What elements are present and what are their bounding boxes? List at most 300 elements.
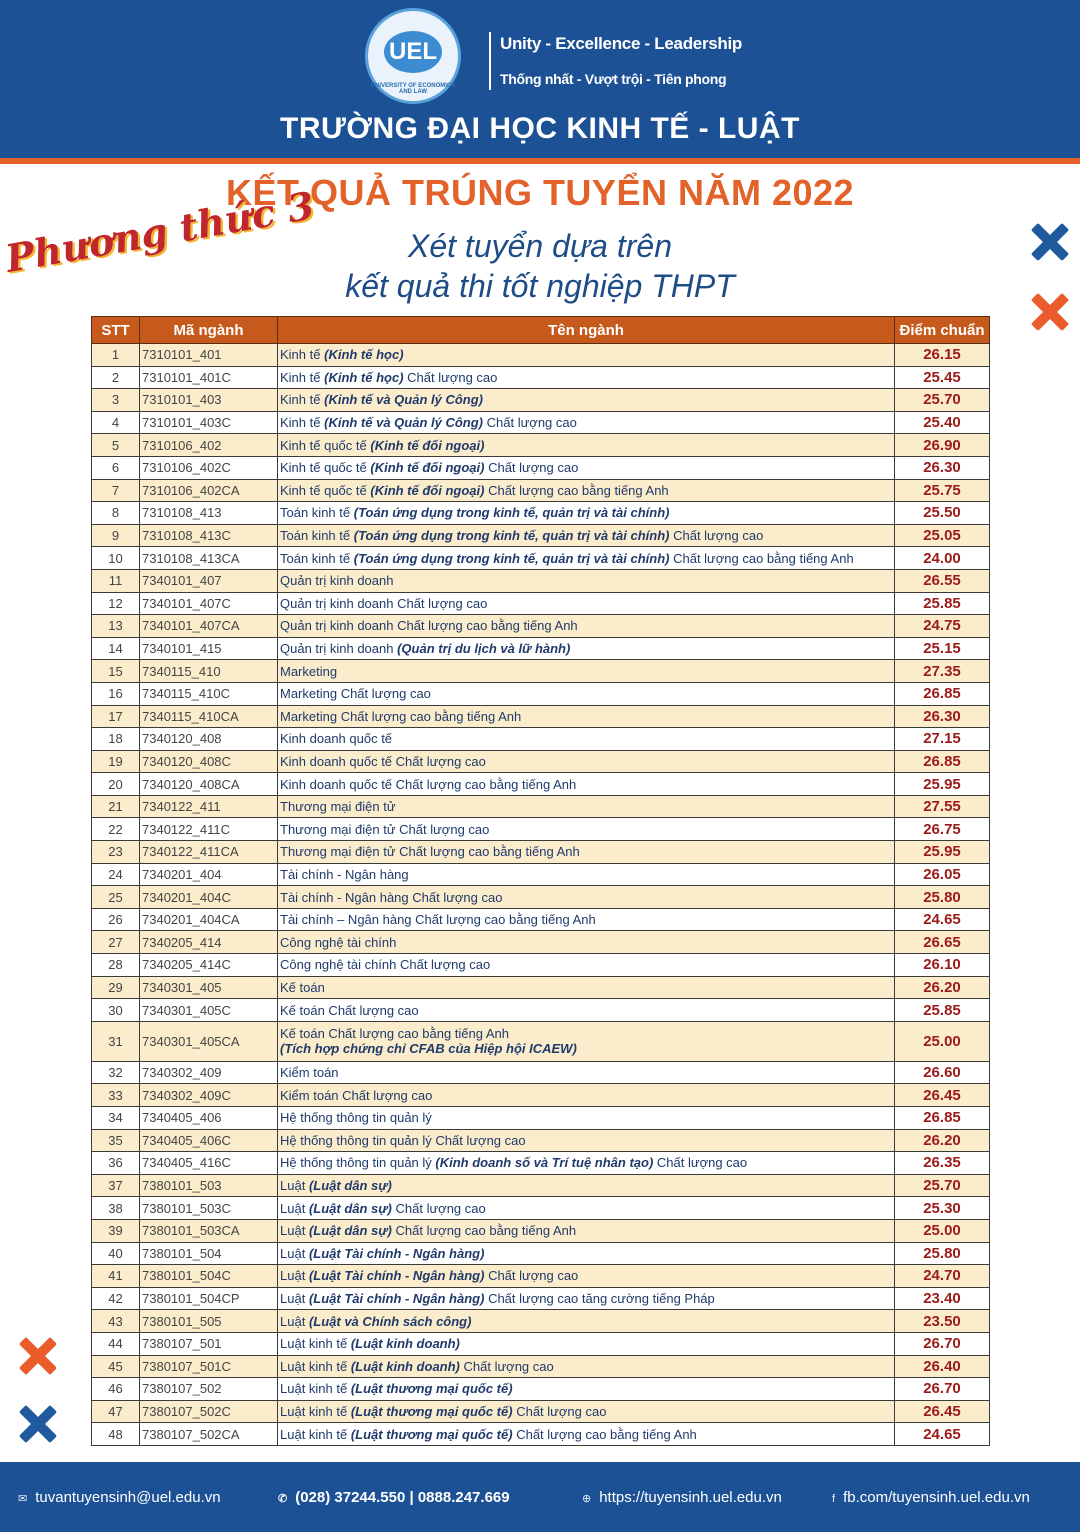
table-row (92, 976, 990, 999)
major-name: Kinh tế quốc tế (280, 437, 367, 453)
major-specialization: (Kinh tế học) (324, 347, 404, 363)
table-row (92, 1152, 990, 1175)
table-row (92, 886, 990, 909)
row-cutoff-score: 25.70 (895, 389, 990, 412)
row-stt: 35 (92, 1129, 140, 1152)
major-name: Luật (280, 1245, 306, 1261)
row-major-name (278, 411, 895, 434)
motto-english: Unity - Excellence - Leadership (500, 34, 743, 53)
row-stt: 25 (92, 886, 140, 909)
footer-facebook[interactable] (832, 1489, 1030, 1506)
program-type: Chất lượng cao (656, 1155, 748, 1171)
header-cutoff-score: Điểm chuẩn (895, 317, 990, 344)
row-major-name (278, 705, 895, 728)
major-name: Kế toán Chất lượng cao (280, 1002, 419, 1018)
program-type: Chất lượng cao (407, 369, 498, 385)
row-cutoff-score: 26.85 (895, 750, 990, 773)
row-stt: 20 (92, 773, 140, 796)
row-cutoff-score: 26.10 (895, 954, 990, 977)
row-stt: 47 (92, 1400, 140, 1423)
row-cutoff-score: 26.05 (895, 863, 990, 886)
row-major-name (278, 773, 895, 796)
row-stt: 24 (92, 863, 140, 886)
major-name: Luật (280, 1178, 306, 1194)
row-major-code: 7380101_505 (140, 1310, 278, 1333)
row-stt: 18 (92, 728, 140, 751)
logo-text: UEL (384, 31, 442, 73)
row-cutoff-score: 26.30 (895, 456, 990, 479)
major-name: Luật (280, 1313, 306, 1329)
row-major-code: 7340115_410 (140, 660, 278, 683)
major-specialization: (Kinh tế đối ngoại) (370, 437, 485, 453)
table-row (92, 863, 990, 886)
major-name: Marketing Chất lượng cao bằng tiếng Anh (280, 708, 522, 724)
major-specialization: (Luật kinh doanh) (350, 1358, 460, 1374)
major-specialization: (Luật Tài chính - Ngân hàng) (308, 1291, 485, 1307)
row-major-code: 7310101_403C (140, 411, 278, 434)
major-specialization: (Luật thương mại quốc tế) (350, 1381, 513, 1397)
major-name: Thương mại điện tử Chất lượng cao bằng tiếng Anh (280, 844, 580, 860)
row-major-code: 7340101_407CA (140, 615, 278, 638)
row-major-code: 7340201_404 (140, 863, 278, 886)
row-major-name (278, 389, 895, 412)
row-major-name (278, 502, 895, 525)
major-specialization: (Luật dân sự) (308, 1223, 392, 1239)
table-row (92, 547, 990, 570)
row-major-code: 7340302_409 (140, 1061, 278, 1084)
row-major-code: 7380101_503CA (140, 1219, 278, 1242)
major-specialization: (Luật Tài chính - Ngân hàng) (308, 1268, 485, 1284)
program-type: Chất lượng cao (486, 415, 577, 431)
major-specialization: (Luật thương mại quốc tế) (350, 1426, 513, 1442)
row-major-code: 7340205_414 (140, 931, 278, 954)
row-cutoff-score: 25.45 (895, 366, 990, 389)
major-name: Kế toán (280, 979, 325, 995)
row-cutoff-score: 26.70 (895, 1378, 990, 1401)
row-major-name (278, 569, 895, 592)
program-type: Chất lượng cao bằng tiếng Anh (395, 1223, 577, 1239)
row-cutoff-score: 25.40 (895, 411, 990, 434)
row-stt: 9 (92, 524, 140, 547)
row-stt: 8 (92, 502, 140, 525)
table-row (92, 1310, 990, 1333)
major-name: Thương mại điện tử Chất lượng cao (280, 821, 490, 837)
table-row (92, 1129, 990, 1152)
row-stt: 29 (92, 976, 140, 999)
major-name: Kinh doanh quốc tế (280, 731, 393, 747)
table-row (92, 389, 990, 412)
row-major-code: 7340101_415 (140, 637, 278, 660)
major-name: Kiểm toán (280, 1065, 339, 1081)
row-cutoff-score: 25.00 (895, 1021, 990, 1061)
row-major-name (278, 1197, 895, 1220)
program-type: Chất lượng cao (395, 1200, 486, 1216)
row-major-code: 7340101_407C (140, 592, 278, 615)
major-name: Luật kinh tế (280, 1381, 348, 1397)
major-name: Quản trị kinh doanh Chất lượng cao bằng tiếng Anh (280, 618, 578, 634)
row-major-name (278, 547, 895, 570)
row-major-name (278, 1332, 895, 1355)
major-name: Luật (280, 1223, 306, 1239)
row-cutoff-score: 24.65 (895, 908, 990, 931)
table-row (92, 615, 990, 638)
table-row (92, 1378, 990, 1401)
row-cutoff-score: 26.65 (895, 931, 990, 954)
row-major-name (278, 682, 895, 705)
major-specialization: (Quản trị du lịch và lữ hành) (397, 641, 571, 657)
row-stt: 43 (92, 1310, 140, 1333)
row-major-code: 7340101_407 (140, 569, 278, 592)
phone-icon: ✆ (278, 1493, 288, 1505)
major-name: Quản trị kinh doanh (280, 573, 394, 589)
row-stt: 21 (92, 795, 140, 818)
major-name: Tài chính - Ngân hàng Chất lượng cao (280, 889, 503, 905)
table-row (92, 456, 990, 479)
row-major-code: 7340120_408 (140, 728, 278, 751)
major-name: Toán kinh tế (280, 528, 351, 544)
program-type: Chất lượng cao (516, 1404, 607, 1420)
table-row (92, 637, 990, 660)
table-row (92, 1107, 990, 1130)
page-title: KẾT QUẢ TRÚNG TUYỂN NĂM 2022 (225, 172, 855, 213)
row-cutoff-score: 26.20 (895, 976, 990, 999)
major-name: Toán kinh tế (280, 550, 351, 566)
page-footer (0, 1462, 1080, 1532)
row-cutoff-score: 25.80 (895, 886, 990, 909)
website-text: https://tuyensinh.uel.edu.vn (599, 1489, 782, 1506)
major-name: Công nghệ tài chính Chất lượng cao (280, 957, 491, 973)
footer-email[interactable] (18, 1489, 221, 1506)
row-cutoff-score: 26.90 (895, 434, 990, 457)
table-row (92, 524, 990, 547)
row-major-code: 7340301_405C (140, 999, 278, 1022)
major-specialization: (Kinh tế đối ngoại) (370, 482, 485, 498)
major-name: Kinh tế (280, 369, 321, 385)
row-stt: 6 (92, 456, 140, 479)
row-cutoff-score: 25.95 (895, 841, 990, 864)
row-major-name (278, 863, 895, 886)
major-name: Công nghệ tài chính (280, 934, 397, 950)
row-major-code: 7340122_411CA (140, 841, 278, 864)
footer-phone[interactable] (278, 1489, 510, 1506)
major-specialization: (Toán ứng dụng trong kinh tế, quản trị và tài chính) (353, 505, 670, 521)
major-name: Hệ thống thông tin quản lý (280, 1155, 432, 1171)
facebook-text: fb.com/tuyensinh.uel.edu.vn (843, 1489, 1030, 1506)
row-stt: 14 (92, 637, 140, 660)
row-cutoff-score: 26.70 (895, 1332, 990, 1355)
table-row (92, 1174, 990, 1197)
row-stt: 23 (92, 841, 140, 864)
major-name: Kinh tế quốc tế (280, 482, 367, 498)
major-name: Kinh doanh quốc tế Chất lượng cao (280, 753, 486, 769)
row-cutoff-score: 24.75 (895, 615, 990, 638)
table-row (92, 795, 990, 818)
program-type: Chất lượng cao tăng cường tiếng Pháp (488, 1291, 715, 1307)
row-major-name (278, 1107, 895, 1130)
row-stt: 7 (92, 479, 140, 502)
row-major-name (278, 1129, 895, 1152)
row-cutoff-score: 26.45 (895, 1084, 990, 1107)
row-major-code: 7340201_404CA (140, 908, 278, 931)
table-row (92, 1084, 990, 1107)
row-stt: 4 (92, 411, 140, 434)
table-row (92, 434, 990, 457)
table-row (92, 1061, 990, 1084)
row-major-code: 7310101_403 (140, 389, 278, 412)
row-stt: 30 (92, 999, 140, 1022)
row-cutoff-score: 24.65 (895, 1423, 990, 1446)
table-header-row (92, 317, 990, 344)
major-specialization: (Kinh tế và Quản lý Công) (324, 415, 484, 431)
row-major-name (278, 1061, 895, 1084)
major-name: Toán kinh tế (280, 505, 351, 521)
row-stt: 38 (92, 1197, 140, 1220)
logo-divider (489, 32, 491, 90)
row-major-code: 7380107_502 (140, 1378, 278, 1401)
globe-icon: ⊕ (582, 1493, 592, 1505)
major-specialization: (Kinh tế đối ngoại) (370, 460, 485, 476)
row-cutoff-score: 25.85 (895, 592, 990, 615)
row-cutoff-score: 27.55 (895, 795, 990, 818)
row-stt: 31 (92, 1021, 140, 1061)
major-name: Kinh tế quốc tế (280, 460, 367, 476)
row-major-code: 7340405_406 (140, 1107, 278, 1130)
row-major-name (278, 366, 895, 389)
header-stt: STT (92, 317, 140, 344)
row-major-name (278, 1021, 895, 1061)
table-row (92, 569, 990, 592)
subtitle-line-1: Xét tuyển dựa trên (408, 228, 672, 264)
row-stt: 44 (92, 1332, 140, 1355)
row-major-code: 7310108_413C (140, 524, 278, 547)
row-cutoff-score: 27.35 (895, 660, 990, 683)
major-name: Luật kinh tế (280, 1358, 348, 1374)
row-cutoff-score: 25.30 (895, 1197, 990, 1220)
row-stt: 48 (92, 1423, 140, 1446)
major-name: Marketing Chất lượng cao (280, 686, 431, 702)
major-specialization: (Luật dân sự) (308, 1200, 392, 1216)
major-name: Kinh doanh quốc tế Chất lượng cao bằng tiếng Anh (280, 776, 577, 792)
row-major-code: 7340405_416C (140, 1152, 278, 1175)
major-name: Kinh tế (280, 415, 321, 431)
row-stt: 34 (92, 1107, 140, 1130)
major-specialization: (Kinh doanh số và Trí tuệ nhân tạo) (435, 1155, 654, 1171)
major-name: Kinh tế (280, 347, 321, 363)
envelope-icon: ✉ (18, 1493, 28, 1505)
row-stt: 26 (92, 908, 140, 931)
subtitle-line-2: kết quả thi tốt nghiệp THPT (345, 268, 735, 304)
row-cutoff-score: 26.85 (895, 682, 990, 705)
table-row (92, 1400, 990, 1423)
row-major-code: 7340122_411 (140, 795, 278, 818)
major-name: Quản trị kinh doanh (280, 641, 394, 657)
row-cutoff-score: 25.85 (895, 999, 990, 1022)
program-type: Chất lượng cao (488, 1268, 579, 1284)
row-cutoff-score: 26.60 (895, 1061, 990, 1084)
major-name: Luật kinh tế (280, 1336, 348, 1352)
table-row (92, 773, 990, 796)
decorative-x-icon (18, 1336, 58, 1376)
row-cutoff-score: 26.55 (895, 569, 990, 592)
row-cutoff-score: 26.30 (895, 705, 990, 728)
row-major-name (278, 524, 895, 547)
row-major-code: 7310106_402CA (140, 479, 278, 502)
program-type: Chất lượng cao bằng tiếng Anh (673, 550, 854, 566)
row-major-code: 7380101_504C (140, 1265, 278, 1288)
row-major-name (278, 1310, 895, 1333)
row-major-name (278, 479, 895, 502)
row-major-name (278, 344, 895, 367)
table-row (92, 999, 990, 1022)
logo-ring-text: UNIVERSITY OF ECONOMICS AND LAW (370, 83, 456, 95)
footer-website[interactable] (582, 1489, 782, 1506)
row-major-code: 7380101_504 (140, 1242, 278, 1265)
row-major-name (278, 592, 895, 615)
table-row (92, 411, 990, 434)
row-stt: 36 (92, 1152, 140, 1175)
facebook-icon: f (832, 1493, 836, 1505)
decorative-x-icon (1030, 222, 1070, 262)
row-major-code: 7310108_413 (140, 502, 278, 525)
row-major-name (278, 1265, 895, 1288)
row-cutoff-score: 25.15 (895, 637, 990, 660)
row-major-name (278, 1084, 895, 1107)
school-name: TRƯỜNG ĐẠI HỌC KINH TẾ - LUẬT (280, 112, 800, 145)
row-major-code: 7310106_402C (140, 456, 278, 479)
row-major-code: 7340405_406C (140, 1129, 278, 1152)
row-major-code: 7310101_401C (140, 366, 278, 389)
major-name: Tài chính - Ngân hàng (280, 866, 409, 882)
row-major-code: 7340122_411C (140, 818, 278, 841)
row-major-name (278, 1378, 895, 1401)
row-major-name (278, 1152, 895, 1175)
row-cutoff-score: 26.45 (895, 1400, 990, 1423)
header-accent-stripe (0, 158, 1080, 164)
major-name: Luật kinh tế (280, 1404, 348, 1420)
row-major-code: 7380101_503 (140, 1174, 278, 1197)
major-name: Luật (280, 1200, 306, 1216)
row-major-name (278, 615, 895, 638)
row-major-name (278, 1287, 895, 1310)
table-row (92, 1197, 990, 1220)
table-row (92, 1355, 990, 1378)
motto-vietnamese: Thống nhất - Vượt trội - Tiên phong (500, 71, 727, 87)
row-cutoff-score: 26.15 (895, 344, 990, 367)
row-major-name (278, 954, 895, 977)
row-major-code: 7380101_503C (140, 1197, 278, 1220)
row-cutoff-score: 25.75 (895, 479, 990, 502)
row-stt: 32 (92, 1061, 140, 1084)
row-major-name (278, 818, 895, 841)
admission-method-label: Phương thức 3 (2, 182, 318, 281)
major-name: Thương mại điện tử (280, 799, 396, 815)
row-major-code: 7340301_405CA (140, 1021, 278, 1061)
row-major-name (278, 1355, 895, 1378)
row-major-code: 7380101_504CP (140, 1287, 278, 1310)
decorative-x-icon (1030, 292, 1070, 332)
row-major-code: 7380107_501C (140, 1355, 278, 1378)
row-stt: 15 (92, 660, 140, 683)
table-row (92, 1242, 990, 1265)
row-stt: 2 (92, 366, 140, 389)
major-specialization: (Luật và Chính sách công) (308, 1313, 472, 1329)
row-cutoff-score: 26.20 (895, 1129, 990, 1152)
header-code: Mã ngành (140, 317, 278, 344)
row-stt: 22 (92, 818, 140, 841)
email-text: tuvantuyensinh@uel.edu.vn (35, 1489, 221, 1506)
row-cutoff-score: 26.40 (895, 1355, 990, 1378)
row-major-code: 7380107_502C (140, 1400, 278, 1423)
row-stt: 10 (92, 547, 140, 570)
table-row (92, 931, 990, 954)
row-stt: 12 (92, 592, 140, 615)
row-stt: 46 (92, 1378, 140, 1401)
major-name: Kế toán Chất lượng cao bằng tiếng Anh (280, 1026, 510, 1042)
row-major-name (278, 434, 895, 457)
row-stt: 42 (92, 1287, 140, 1310)
row-major-name (278, 795, 895, 818)
row-major-code: 7340302_409C (140, 1084, 278, 1107)
table-row (92, 954, 990, 977)
phone-text: (028) 37244.550 | 0888.247.669 (295, 1489, 510, 1506)
row-stt: 33 (92, 1084, 140, 1107)
row-stt: 45 (92, 1355, 140, 1378)
major-note: (Tích hợp chứng chỉ CFAB của Hiệp hội ICAEW) (280, 1041, 577, 1057)
row-stt: 27 (92, 931, 140, 954)
row-stt: 3 (92, 389, 140, 412)
row-cutoff-score: 27.15 (895, 728, 990, 751)
table-row (92, 660, 990, 683)
table-row (92, 344, 990, 367)
row-major-name (278, 841, 895, 864)
row-cutoff-score: 23.40 (895, 1287, 990, 1310)
row-cutoff-score: 25.05 (895, 524, 990, 547)
row-major-name (278, 1423, 895, 1446)
major-name: Luật kinh tế (280, 1426, 348, 1442)
major-specialization: (Kinh tế học) (324, 369, 404, 385)
row-stt: 40 (92, 1242, 140, 1265)
row-major-name (278, 908, 895, 931)
row-stt: 19 (92, 750, 140, 773)
row-major-name (278, 1400, 895, 1423)
table-row (92, 1287, 990, 1310)
row-cutoff-score: 23.50 (895, 1310, 990, 1333)
row-major-code: 7340205_414C (140, 954, 278, 977)
row-major-name (278, 1219, 895, 1242)
row-major-name (278, 976, 895, 999)
program-type: Chất lượng cao (463, 1358, 554, 1374)
row-cutoff-score: 25.95 (895, 773, 990, 796)
row-major-name (278, 1174, 895, 1197)
table-row (92, 705, 990, 728)
major-name: Hệ thống thông tin quản lý (280, 1110, 432, 1126)
row-cutoff-score: 25.80 (895, 1242, 990, 1265)
table-row (92, 1332, 990, 1355)
major-specialization: (Luật kinh doanh) (350, 1336, 460, 1352)
row-stt: 39 (92, 1219, 140, 1242)
program-type: Chất lượng cao bằng tiếng Anh (516, 1426, 697, 1442)
row-stt: 28 (92, 954, 140, 977)
major-name: Hệ thống thông tin quản lý Chất lượng cao (280, 1132, 526, 1148)
row-stt: 5 (92, 434, 140, 457)
header-major-name: Tên ngành (278, 317, 895, 344)
row-major-name (278, 728, 895, 751)
decorative-x-icon (18, 1404, 58, 1444)
row-cutoff-score: 25.70 (895, 1174, 990, 1197)
row-major-name (278, 750, 895, 773)
table-row (92, 366, 990, 389)
major-name: Marketing (280, 663, 338, 679)
